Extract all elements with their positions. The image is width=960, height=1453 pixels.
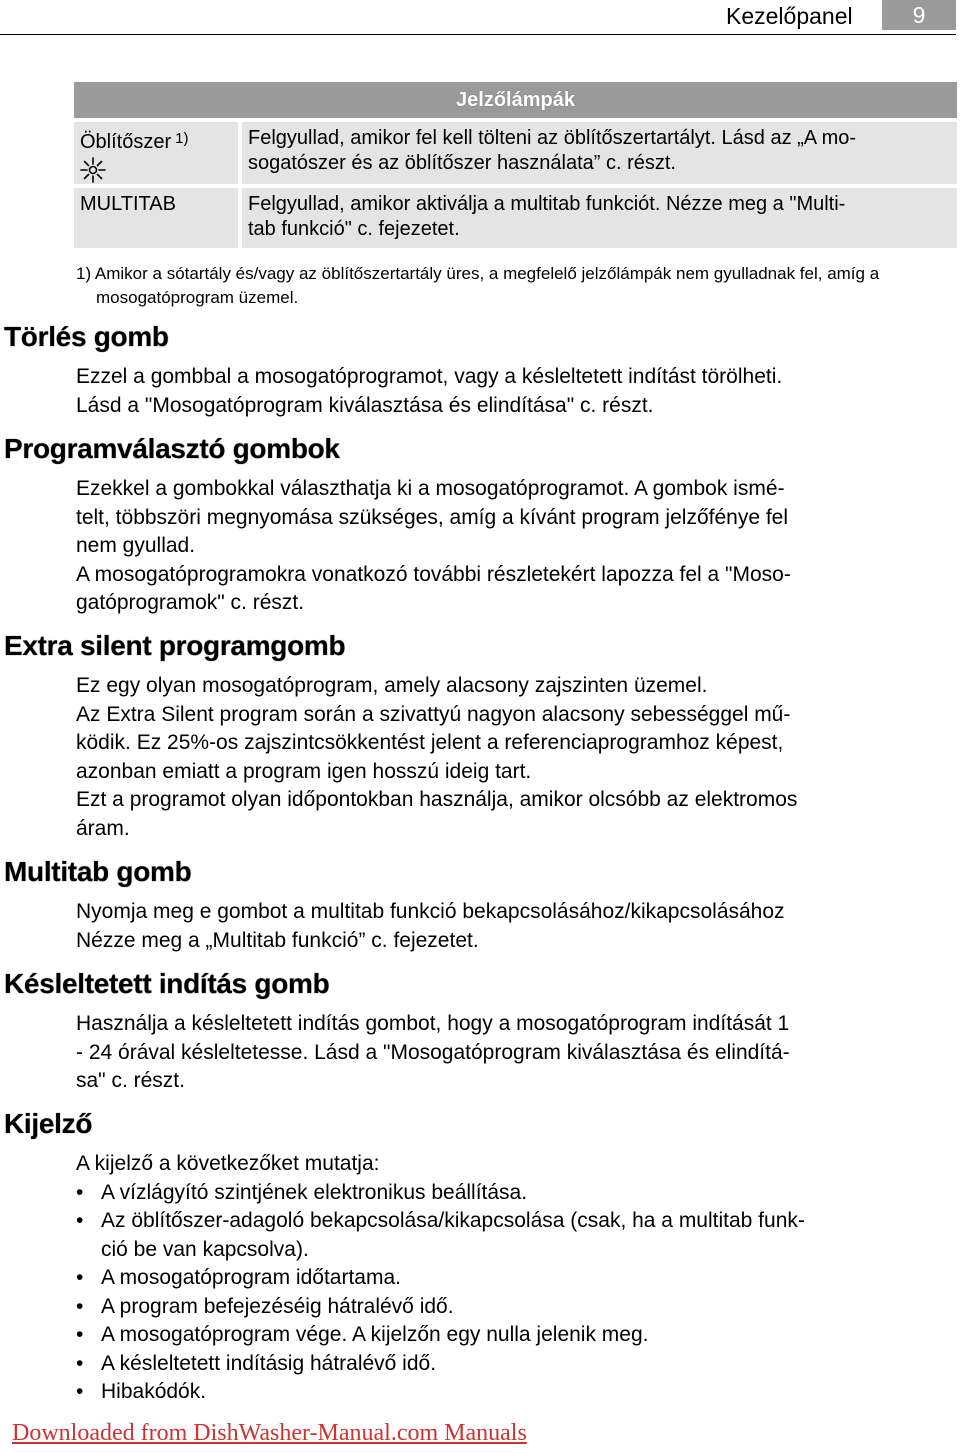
indicator-lights-table (74, 82, 957, 248)
section-title: Programválasztó gombok (4, 433, 340, 464)
list-item: • A vízlágyító szintjének elektronikus beállítása. (76, 1179, 956, 1208)
row-label: Öblítőszer (80, 131, 172, 153)
section-body: Ez egy olyan mosogatóprogram, amely alacsony zajszinten üzemel. Az Extra Silent program során a szivattyú nagyon alacsony sebességgel mű- ködik. Ez 25%-os zajszintcsökkentést jelent a referenciaprogramhoz képest, azonban emiatt a program igen hosszú ideig tart. Ezt a programot olyan időpontokban használja, amikor olcsóbb az elektromos áram. (76, 674, 798, 840)
section-title: Extra silent programgomb (4, 630, 346, 661)
section-title: Törlés gomb (4, 321, 169, 352)
section-body (76, 1150, 956, 1407)
list-item: • A késleltetett indításig hátralévő idő. (76, 1350, 956, 1379)
section-body: Ezekkel a gombokkal választhatja ki a mosogatóprogramot. A gombok ismé- telt, többszöri megnyomása szükséges, amíg a kívánt program jelzőfénye fel nem gyullad. A mosogatóprogramokra vonatkozó további részletekért lapozza fel a "Moso- gatóprogramok" c. részt. (76, 477, 791, 614)
table-row (74, 184, 957, 248)
list-item: • A mosogatóprogram időtartama. (76, 1264, 956, 1293)
row-label-cell (74, 184, 242, 248)
header-divider (0, 34, 956, 35)
list-item: • Hibakódók. (76, 1378, 956, 1407)
section-body: Használja a késleltetett indítás gombot, hogy a mosogatóprogram indítását 1 - 24 órával késleltetesse. Lásd a "Mosogatóprogram kiválasztása és elindítá- sa" c. részt. (76, 1012, 790, 1092)
display-items-list (76, 1179, 956, 1407)
section-body: Ezzel a gombbal a mosogatóprogramot, vagy a késleltetett indítást törölheti. Lásd a "Mosogatóprogram kiválasztása és elindítása" c. részt. (76, 365, 783, 417)
display-intro: A kijelző a következőket mutatja: (76, 1152, 380, 1175)
section-title: Kijelző (4, 1108, 93, 1139)
list-item: • A mosogatóprogram vége. A kijelzőn egy nulla jelenik meg. (76, 1321, 956, 1350)
table-row (74, 118, 957, 184)
download-link[interactable]: Downloaded from DishWasher-Manual.com Manuals (12, 1420, 527, 1446)
page-title: Kezelőpanel (726, 3, 853, 29)
section-title: Késleltetett indítás gomb (4, 968, 330, 999)
row-description: Felgyullad, amikor fel kell tölteni az öblítőszertartályt. Lásd az „A mo- sogatószer és az öblítőszer használata” c. részt. (242, 118, 957, 184)
footnote-ref: 1) (175, 130, 189, 147)
page-number: 9 (882, 0, 956, 30)
row-label: MULTITAB (80, 193, 176, 215)
section-title: Multitab gomb (4, 856, 192, 887)
list-item: • Az öblítőszer-adagoló bekapcsolása/kikapcsolása (csak, ha a multitab funk- ció be van kapcsolva). (76, 1207, 956, 1264)
table-heading: Jelzőlámpák (74, 82, 957, 118)
section-body: Nyomja meg e gombot a multitab funkció bekapcsolásához/kikapcsolásához Nézze meg a „Multitab funkció” c. fejezetet. (76, 900, 785, 952)
list-item: • A program befejezéséig hátralévő idő. (76, 1293, 956, 1322)
row-description: Felgyullad, amikor aktiválja a multitab funkciót. Nézze meg a "Multi- tab funkció" c. fejezetet. (242, 184, 957, 248)
row-label-cell (74, 118, 242, 184)
rinse-aid-sun-icon (80, 157, 106, 183)
table-footnote: 1) Amikor a sótartály és/vagy az öblítőszertartály üres, a megfelelő jelzőlámpák nem gyulladnak fel, amíg a mosogatóprogram üzemel. (76, 264, 880, 307)
